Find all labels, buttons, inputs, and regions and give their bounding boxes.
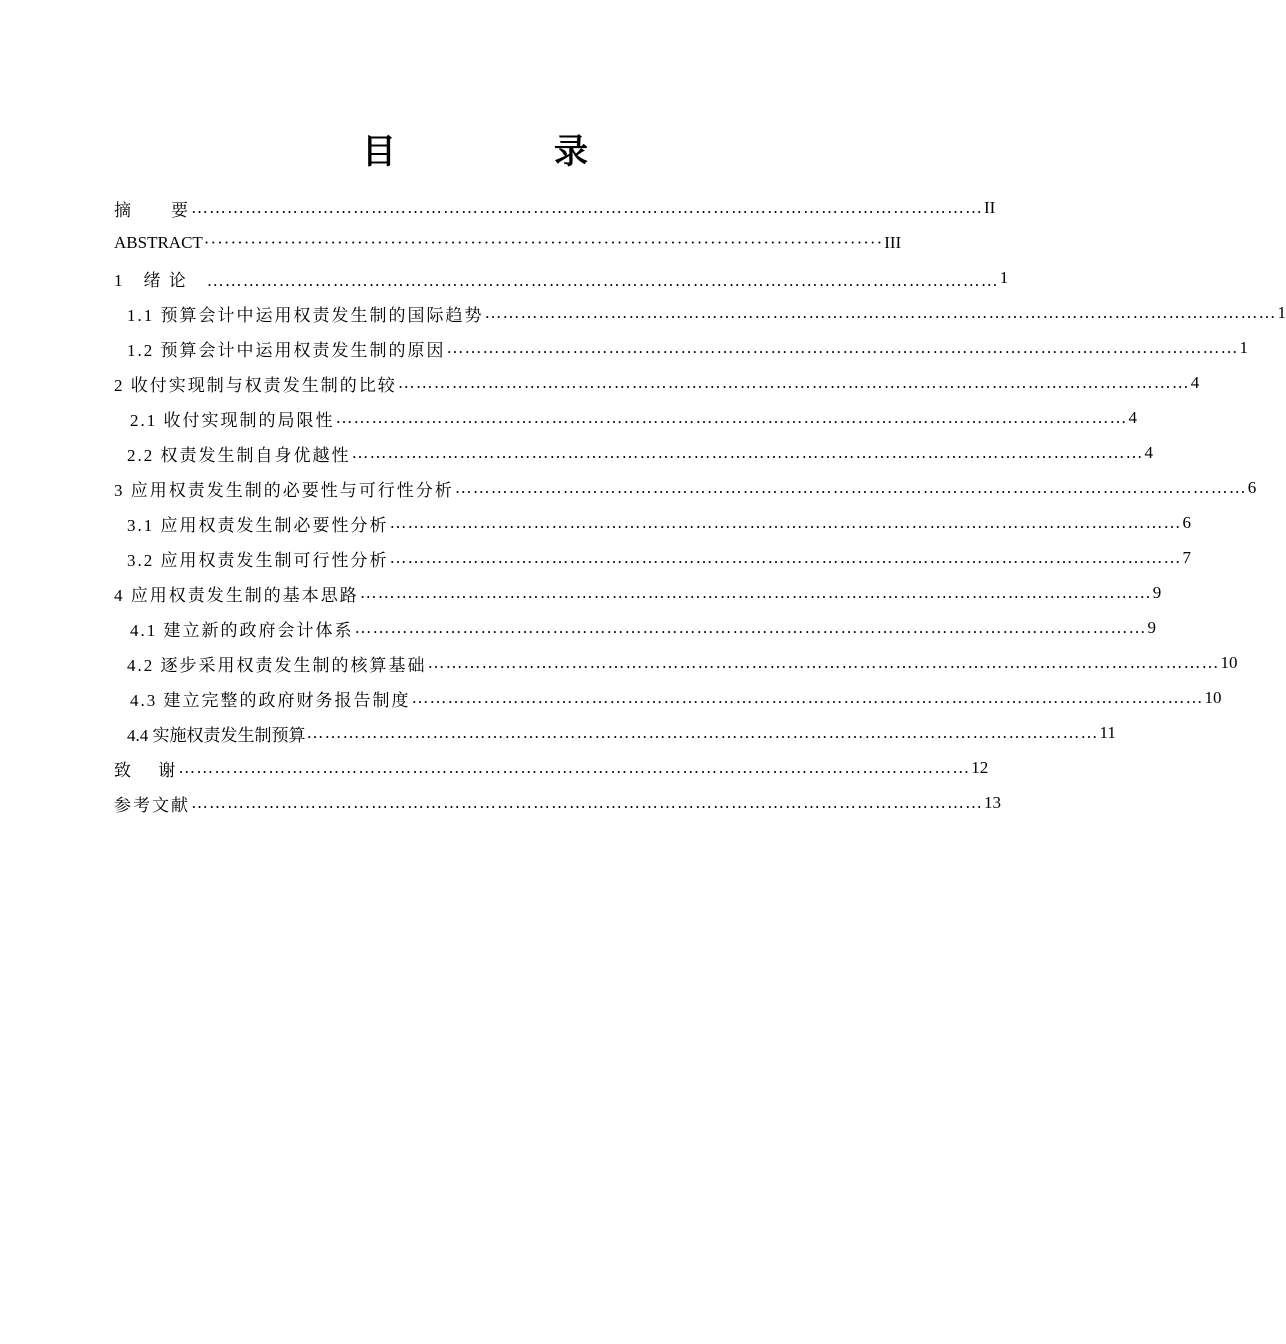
toc-entry-section-2-1[interactable]: [130, 403, 1137, 433]
toc-page-number: 12: [971, 758, 989, 777]
toc-entry-references[interactable]: [114, 788, 1001, 818]
toc-entry-label: 4.4 实施权责发生制预算: [127, 725, 306, 745]
toc-entry-label: 4.2 逐步采用权责发生制的核算基础: [127, 655, 427, 675]
toc-dot-leader: ……………………………………………………………………………………………………………………: [397, 373, 1190, 392]
toc-page-number: 1: [1239, 338, 1248, 357]
toc-entry-section-2-2[interactable]: [127, 438, 1153, 468]
toc-dot-leader: ……………………………………………………………………………………………………………………: [351, 443, 1144, 462]
toc-page-number: III: [884, 233, 902, 252]
toc-entry-abstract-cn[interactable]: [114, 193, 996, 223]
toc-dot-leader: ……………………………………………………………………………………………………………………: [389, 513, 1182, 532]
toc-page-number: 6: [1182, 513, 1191, 532]
toc-page-number: 13: [984, 793, 1001, 812]
toc-page-number: 4: [1128, 408, 1137, 427]
toc-page-number: 10: [1220, 653, 1238, 672]
toc-dot-leader: ……………………………………………………………………………………………………………………: [306, 723, 1099, 742]
toc-entry-label: 参考文献: [114, 795, 190, 815]
toc-entry-chapter-1[interactable]: [114, 263, 1009, 293]
toc-entry-chapter-2[interactable]: [114, 368, 1200, 398]
toc-entry-section-3-1[interactable]: [127, 508, 1191, 538]
toc-entry-label: 致 谢: [114, 760, 178, 780]
toc-page-number: 10: [1204, 688, 1222, 707]
toc-dot-leader: ……………………………………………………………………………………………………………………: [359, 583, 1152, 602]
page-title: 目 录: [362, 132, 650, 172]
toc-entry-chapter-3[interactable]: [114, 473, 1257, 503]
toc-page-number: 4: [1190, 373, 1200, 392]
toc-entry-label: 3 应用权责发生制的必要性与可行性分析: [114, 480, 454, 500]
toc-dot-leader: ……………………………………………………………………………………………………………………: [335, 408, 1128, 427]
toc-dot-leader: ……………………………………………………………………………………………………………………: [354, 618, 1147, 637]
toc-entry-chapter-4[interactable]: [114, 578, 1162, 608]
toc-entry-label: 3.1 应用权责发生制必要性分析: [127, 515, 389, 535]
toc-entry-label: 4.3 建立完整的政府财务报告制度: [130, 690, 411, 710]
toc-page-number: 9: [1152, 583, 1162, 602]
toc-entry-label: 3.2 应用权责发生制可行性分析: [127, 550, 389, 570]
toc-entry-label: 2.1 收付实现制的局限性: [130, 410, 335, 430]
toc-page-number: 9: [1147, 618, 1156, 637]
toc-dot-leader: ……………………………………………………………………………………………………………………: [411, 688, 1204, 707]
toc-entry-label: 1 绪 论: [114, 270, 188, 290]
toc-entry-abstract-en[interactable]: [114, 228, 902, 258]
toc-page-number: 7: [1182, 548, 1191, 567]
toc-entry-section-1-2[interactable]: [127, 333, 1248, 363]
toc-page-number: 1: [1277, 303, 1286, 322]
toc-entry-acknowledgements[interactable]: [114, 753, 989, 783]
toc-entry-label: 1.1 预算会计中运用权责发生制的国际趋势: [127, 305, 484, 325]
toc-entry-section-4-2[interactable]: [127, 648, 1238, 678]
toc-entry-label: 2.2 权责发生制自身优越性: [127, 445, 351, 465]
toc-page-number: 1: [999, 268, 1009, 287]
toc-entry-section-4-3[interactable]: [130, 683, 1222, 713]
toc-page-number: II: [984, 198, 996, 217]
toc-dot-leader: ……………………………………………………………………………………………………………………: [389, 548, 1182, 567]
toc-page-number: 6: [1247, 478, 1257, 497]
toc-entry-section-3-2[interactable]: [127, 543, 1191, 573]
toc-entry-section-1-1[interactable]: [127, 298, 1286, 328]
toc-dot-leader: ……………………………………………………………………………………………………………………: [427, 653, 1220, 672]
toc-entry-label: 2 收付实现制与权责发生制的比较: [114, 375, 397, 395]
toc-entry-label: 4.1 建立新的政府会计体系: [130, 620, 354, 640]
toc-page-number: 11: [1099, 723, 1116, 742]
toc-dot-leader: ……………………………………………………………………………………………………………………: [484, 303, 1277, 322]
toc-dot-leader: ……………………………………………………………………………………………………………………: [191, 198, 983, 217]
toc-dot-leader: ……………………………………………………………………………………………………………………: [178, 758, 971, 777]
toc-entry-label: 4 应用权责发生制的基本思路: [114, 585, 359, 605]
toc-entry-section-4-1[interactable]: [130, 613, 1156, 643]
toc-dot-leader: ……………………………………………………………………………………………………………………: [454, 478, 1247, 497]
toc-dot-leader: ……………………………………………………………………………………………………………………: [446, 338, 1239, 357]
toc-page-number: 4: [1144, 443, 1153, 462]
toc-entry-label: 摘 要: [114, 200, 190, 220]
toc-dot-leader: ……………………………………………………………………………………………………………………: [191, 793, 983, 812]
toc-entry-label: 1.2 预算会计中运用权责发生制的原因: [127, 340, 446, 360]
toc-entry-section-4-4[interactable]: [127, 718, 1116, 748]
toc-entry-label: ABSTRACT: [114, 233, 203, 252]
toc-dot-leader: ……………………………………………………………………………………………………………………: [188, 270, 999, 290]
toc-dot-leader: ······································································································: [203, 233, 884, 252]
